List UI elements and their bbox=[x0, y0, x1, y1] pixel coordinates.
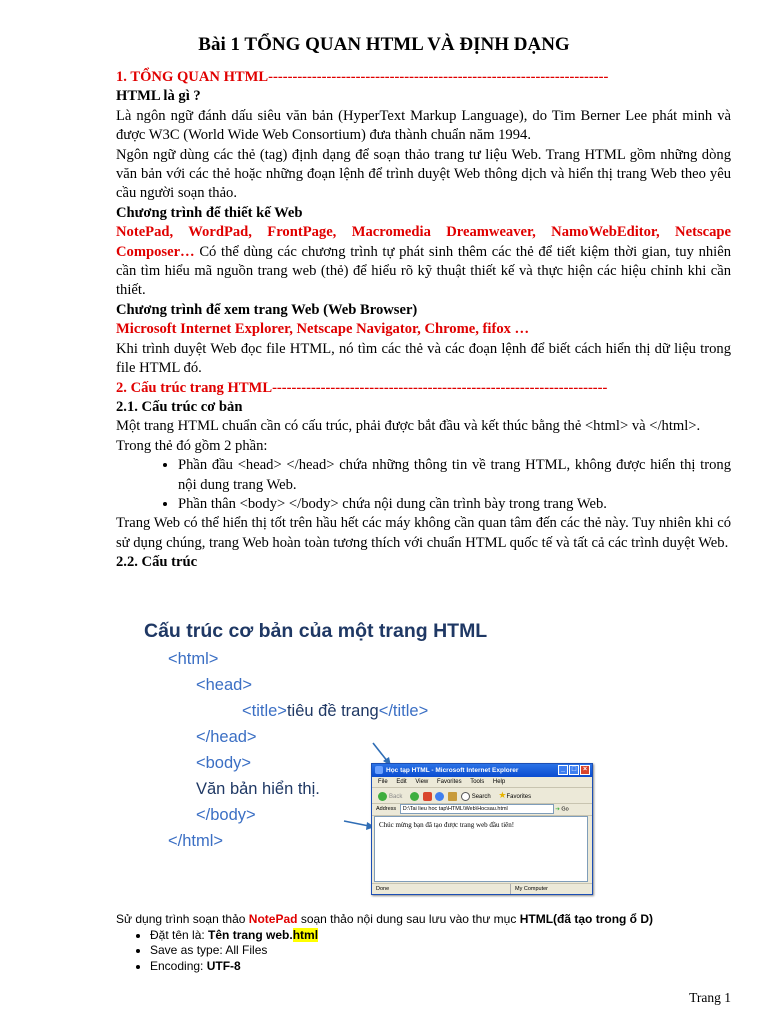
diagram-title-line bbox=[242, 702, 428, 721]
filename-value: Tên trang web. bbox=[208, 927, 293, 942]
forward-icon bbox=[410, 792, 419, 801]
diagram-html-open: <html> bbox=[168, 650, 219, 668]
refresh-icon bbox=[435, 792, 444, 801]
intro-folder: HTML(đã tạo trong ổ D) bbox=[519, 912, 654, 926]
diagram-head-close: </head> bbox=[196, 728, 257, 746]
status-done: Done bbox=[376, 886, 390, 892]
instruction-list bbox=[116, 928, 736, 975]
design-tools: NotePad, WordPad, FrontPage, Macromedia Dreamweaver, NamoWebEditor, Netscape Composer… bbox=[116, 224, 731, 260]
list-item: • Phần đầu <head> </head> chứa những thông tin về trang HTML, không được hiển thị trong nội dung trang Web. bbox=[178, 456, 731, 495]
favorites-label: Favorites bbox=[506, 794, 532, 800]
filename-extension: html bbox=[292, 927, 319, 942]
menu-favorites: Favorites bbox=[436, 779, 462, 785]
address-label: Address bbox=[376, 806, 397, 813]
list-item bbox=[150, 928, 736, 944]
browser-toolbar bbox=[372, 788, 592, 804]
parts-list bbox=[116, 456, 731, 514]
ie-logo-icon bbox=[375, 766, 383, 774]
paragraph-3: Khi trình duyệt Web đọc file HTML, nó tìm các thẻ và các đoạn lệnh để biết cách hiển thị dữ liệu trong file HTML đó. bbox=[116, 340, 731, 377]
stop-icon bbox=[423, 792, 432, 801]
filename-label: Đặt tên là: bbox=[150, 927, 209, 942]
list-item: • Save as type: All Files bbox=[150, 943, 736, 959]
section-2-1-heading: 2.1. Cấu trúc cơ bản bbox=[116, 398, 243, 415]
instruction-intro bbox=[116, 912, 736, 928]
status-my-computer: My Computer bbox=[510, 884, 548, 894]
paragraph-4: Một trang HTML chuẩn cần có cấu trúc, phải được bắt đầu và kết thúc bằng thẻ <html> và </html>. bbox=[116, 418, 701, 435]
go-arrow-icon: ➔ bbox=[555, 806, 560, 813]
encoding-label: Encoding: bbox=[150, 958, 207, 973]
browser-titlebar bbox=[372, 764, 592, 777]
design-heading: Chương trình để thiết kế Web bbox=[116, 204, 303, 221]
browser-list: Microsoft Internet Explorer, Netscape Navigator, Chrome, fifox … bbox=[116, 321, 530, 338]
menu-view: View bbox=[415, 779, 429, 785]
search-label: Search bbox=[471, 794, 491, 800]
diagram-body-text: Văn bản hiển thị. bbox=[196, 780, 320, 798]
diagram-title-open: <title> bbox=[242, 702, 287, 720]
back-icon bbox=[378, 792, 387, 801]
close-icon: × bbox=[580, 765, 590, 775]
favorites-star-icon: ★ bbox=[498, 790, 507, 800]
maximize-icon: □ bbox=[569, 765, 579, 775]
back-label: Back bbox=[389, 794, 403, 800]
intro-text-1: Sử dụng trình soạn thảo bbox=[116, 912, 249, 926]
go-label: Go bbox=[561, 806, 569, 813]
browser-menubar bbox=[372, 777, 592, 788]
design-paragraph bbox=[116, 223, 731, 301]
page-number: Trang 1 bbox=[689, 990, 731, 1005]
menu-file: File bbox=[378, 779, 388, 785]
menu-help: Help bbox=[492, 779, 506, 785]
browser-content: Chúc mừng bạn đã tạo được trang web đầu tiên! bbox=[374, 816, 588, 882]
intro-notepad: NotePad bbox=[248, 912, 298, 926]
diagram-body-open: <body> bbox=[196, 754, 252, 772]
browser-statusbar bbox=[372, 883, 592, 894]
diagram-title: Cấu trúc cơ bản của một trang HTML bbox=[144, 620, 488, 642]
menu-tools: Tools bbox=[470, 779, 485, 785]
encoding-value: UTF-8 bbox=[206, 958, 241, 973]
list-item: • Phần thân <body> </body> chứa nội dung cần trình bày trong trang Web. bbox=[178, 495, 731, 514]
diagram-html-close: </html> bbox=[168, 832, 224, 850]
diagram-title-text: tiêu đề trang bbox=[286, 702, 379, 720]
diagram-head-open: <head> bbox=[196, 676, 252, 694]
paragraph-5: Trong thẻ đó gồm 2 phần: bbox=[116, 437, 268, 454]
document-body bbox=[116, 68, 731, 573]
menu-edit: Edit bbox=[396, 779, 407, 785]
section-2-heading: 2. Cấu trúc trang HTML--------------------------------------------------------------------- bbox=[116, 379, 608, 396]
intro-text-2: soạn thảo nội dung sau lưu vào thư mục bbox=[297, 912, 520, 926]
diagram-body-close: </body> bbox=[196, 806, 256, 824]
paragraph-1: Là ngôn ngữ đánh dấu siêu văn bản (HyperText Markup Language), do Tim Berner Lee phát minh và được W3C (World Wide Web Consortium) đưa thành chuẩn năm 1994. bbox=[116, 107, 731, 144]
browser-window-title: Học tạp HTML - Microsoft Internet Explorer bbox=[386, 767, 519, 774]
browser-address-bar bbox=[372, 804, 592, 816]
window-controls bbox=[558, 765, 590, 775]
search-icon bbox=[461, 792, 470, 801]
paragraph-6: Trang Web có thể hiển thị tốt trên hầu hết các máy không cần quan tâm đến các thẻ này. Tuy nhiên khi có sử dụng chúng, trang Web hoàn toàn tương thích với chuẩn HTML quốc tế và tất cả các trình duyệt Web. bbox=[116, 515, 731, 551]
instruction-block bbox=[116, 912, 736, 974]
html-question: HTML là gì ? bbox=[116, 88, 201, 105]
page-title: Bài 1 TỔNG QUAN HTML VÀ ĐỊNH DẠNG bbox=[198, 34, 570, 55]
paragraph-2: Ngôn ngữ dùng các thẻ (tag) định dạng để soạn thảo trang tư liệu Web. Trang HTML gồm những dòng văn bản với các thẻ hoặc những đoạn lệnh để trình duyệt Web thông dịch và hiển thị trang Web theo yêu cầu người soạn thảo. bbox=[116, 146, 731, 202]
address-input: D:\Tai lieu hoc tap\HTML\Web\Hocsau.html bbox=[400, 804, 554, 814]
browser-heading: Chương trình để xem trang Web (Web Browser) bbox=[116, 301, 418, 318]
diagram-title-close: </title> bbox=[378, 702, 429, 720]
list-item bbox=[150, 959, 736, 975]
design-text: Có thể dùng các chương trình tự phát sinh thêm các thẻ để tiết kiệm thời gian, tuy nhiên cần tìm hiểu mã nguồn trang web (thẻ) để hiểu rõ kỹ thuật thiết kế và thực hiện các hiệu chỉnh khi cần thiết. bbox=[116, 243, 731, 299]
minimize-icon: _ bbox=[558, 765, 568, 775]
section-1-heading: 1. TỔNG QUAN HTML---------------------------------------------------------------------- bbox=[116, 69, 609, 85]
browser-screenshot bbox=[371, 763, 593, 895]
section-2-2-heading: 2.2. Cấu trúc bbox=[116, 554, 198, 571]
home-icon bbox=[448, 792, 457, 801]
